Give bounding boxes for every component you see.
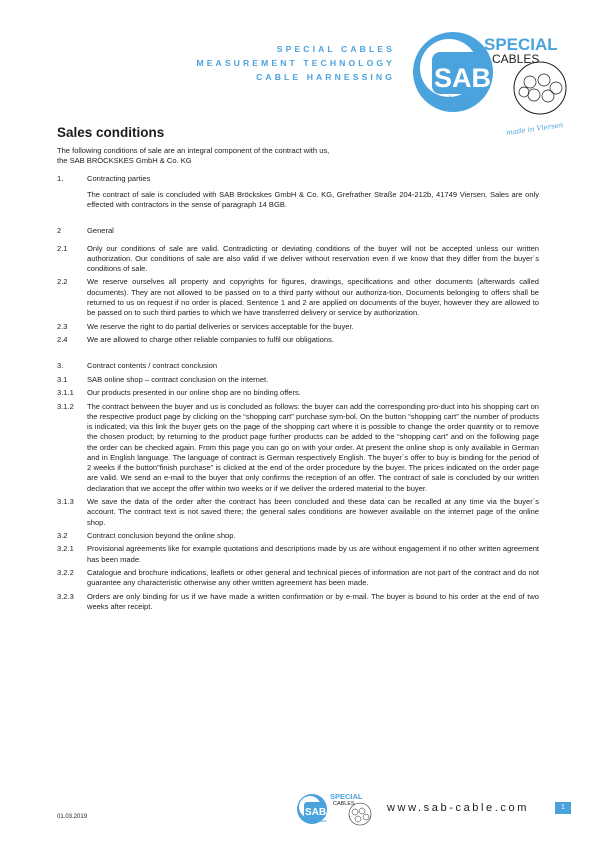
page-number: 1	[555, 802, 571, 814]
logo-slogan-text: made in Viersen	[505, 121, 564, 138]
clause-text: We save the data of the order after the contract has been concluded and these data can be recalled at any time via the buyer´s account. The contract text is not saved there; the general sales conditions are however available on the internet page of the online shop.	[87, 497, 539, 527]
clause-text: Contract conclusion beyond the online shop.	[87, 531, 236, 540]
section-title: Contracting parties	[87, 173, 151, 183]
clause-number: 3.1	[57, 374, 68, 384]
page-title: Sales conditions	[57, 125, 165, 140]
clause-text: Orders are only binding for us if we have made a written confirmation or by e-mail. The buyer is bound to his order at the end of two weeks after receipt.	[87, 591, 539, 612]
intro-line-2: the SAB BRÖCKSKES GmbH & Co. KG	[57, 156, 192, 166]
clause-3-2	[57, 531, 539, 541]
section-number: 3.	[57, 361, 64, 371]
clause-2-3	[57, 322, 539, 332]
sales-conditions-body	[57, 146, 539, 612]
section-number: 2	[57, 226, 62, 236]
footer-logo-special-text: SPECIAL	[330, 792, 363, 801]
clause-3-2-3	[57, 592, 539, 613]
section-number: 1.	[57, 173, 64, 183]
clause-text: Catalogue and brochure indications, leaflets or other general and technical pieces of information are not part of the contract and do not guarantee any characteristic otherwise any other written agreement has been made.	[87, 568, 539, 588]
clause-number: 3.2	[57, 531, 68, 540]
clause-number: 2.4	[57, 335, 68, 345]
section-1-heading	[57, 174, 539, 184]
clause-text: We are allowed to charge other reliable companies to fulfil our obligations.	[87, 335, 334, 345]
section-2-heading	[57, 226, 539, 236]
intro-text	[57, 146, 539, 167]
clause-3-1	[57, 375, 539, 385]
header-tagline-3: CABLE HARNESSING	[256, 72, 395, 82]
clause-number: 2.3	[57, 321, 68, 331]
clause-2-4	[57, 335, 539, 345]
footer-date: 01.03.2019	[57, 814, 88, 820]
clause-number: 3.1.3	[57, 497, 74, 507]
clause-3-1-1	[57, 388, 539, 398]
section-title: Contract contents / contract conclusion	[87, 361, 218, 371]
logo-company-text: BRÖCKSKES	[438, 96, 480, 103]
clause-3-1-2	[57, 402, 539, 494]
clause-text: SAB online shop – contract conclusion on the internet.	[87, 374, 269, 384]
clause-2-2	[57, 277, 539, 318]
clause-text: Only our conditions of sale are valid. Contradicting or deviating conditions of the buyer will not be accepted unless our written authorization. Our conditions of sale are also valid if we deliver without reservation even if we know that they differ from the buyer´s conditions of sale.	[87, 243, 539, 273]
clause-3-1-3	[57, 497, 539, 528]
clause-text: Our products presented in our online shop are no binding offers.	[87, 388, 301, 398]
clause-number: 3.1.2	[57, 401, 74, 411]
clause-number: 3.2.2	[57, 568, 74, 578]
section-3-heading	[57, 361, 539, 371]
footer-logo	[296, 790, 380, 828]
footer-logo-company-text: BRÖCKSKES	[307, 819, 327, 823]
footer-logo-sab-text: SAB	[305, 807, 327, 818]
clause-number: 3.2.1	[57, 544, 74, 554]
clause-3-2-1	[57, 544, 539, 565]
section-title: General	[87, 226, 114, 236]
clause-number: 3.1.1	[57, 388, 74, 398]
clause-3-2-2	[57, 568, 539, 589]
clause-text: We reserve the right to do partial deliveries or services acceptable for the buyer.	[87, 321, 354, 331]
clause-number: 3.2.3	[57, 591, 74, 601]
footer-logo-cables-text: CABLES	[333, 801, 355, 807]
logo-sab-text: SAB	[434, 63, 492, 93]
header-tagline-2: MEASUREMENT TECHNOLOGY	[196, 58, 395, 68]
intro-line-1: The following conditions of sale are an integral component of the contract with us,	[57, 146, 330, 155]
company-logo	[408, 30, 572, 138]
logo-cables-text: CABLES	[492, 52, 540, 66]
clause-2-1	[57, 244, 539, 275]
logo-special-text: SPECIAL	[484, 35, 558, 54]
clause-text: The contract between the buyer and us is concluded as follows: the buyer can add the corresponding pro-duct into his shopping cart on the respective product page by clicking on the “shopping cart” purchase sym-bol. On the button “shopping cart” the number of products is indicated; via this link the buyer gets on the page of the shopping cart where it is possible to change the order quantity or to remove the chosen product; by returning to the product page further products can be added to the “shopping cart” and on the following page the order can be checked again. From this page you can go on with your order. At present the online shop is only available in German and in English language. The language of contract is German respectively English. The buyer´s offer to buy is binding for the period of 2 weeks if the button”finish purchase” is clicked at the end of the order procedure by the buyer. The prices indicated on the order page are valid. We send an e-mail to the buyer that only confirms the reception of an offer. The contract of sale is concluded by our written declaration that we accept the offer within two weeks or if we deliver the ordered material to the buyer.	[87, 401, 539, 493]
clause-text: Provisional agreements like for example quotations and descriptions made by us are without engagement if no other written agreement has been made.	[87, 544, 539, 564]
clause-text: We reserve ourselves all property and copyrights for figures, drawings, specifications and other documents (afterwards called documents). They are not allowed to be passed on to a third party without our authoriza-tion. Documents belonging to offers shall be returned to us on request if no order is placed. Sentence 1 and 2 are applied on documents of the buyer, however they are allowed to be passed on to such third parties to which we have transferred delivery or service by authorization.	[87, 277, 539, 318]
header-tagline-1: SPECIAL CABLES	[276, 44, 395, 54]
clause-number: 2.2	[57, 277, 68, 287]
website-link[interactable]: www.sab-cable.com	[387, 802, 530, 814]
clause-number: 2.1	[57, 243, 68, 253]
section-1-text: The contract of sale is concluded with SAB Bröckskes GmbH & Co. KG, Grefrather Straße 204-212b, 41749 Viersen. Sales are only effected with contractors in the sense of paragraph 14 BGB.	[87, 189, 539, 209]
